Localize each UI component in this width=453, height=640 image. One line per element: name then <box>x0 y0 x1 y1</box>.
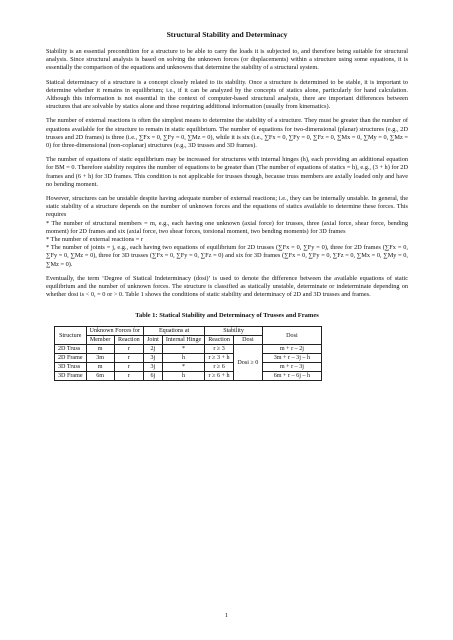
cell-reaction: r <box>114 363 143 372</box>
cell-hinge: * <box>162 345 204 354</box>
cell-dosi: m + r – 3j <box>262 363 321 372</box>
page-number: 1 <box>224 612 229 619</box>
header-dosi: Dosi <box>262 327 321 345</box>
cell-joint: 2j <box>143 345 162 354</box>
cell-joint: 3j <box>143 354 162 363</box>
cell-member: 6m <box>86 372 114 381</box>
cell-hinge: h <box>162 354 204 363</box>
header-unknown-forces: Unknown Forces for <box>86 327 143 336</box>
cell-member: 3m <box>86 354 114 363</box>
cell-joint: 3j <box>143 363 162 372</box>
subheader-internal-hinge: Internal Hinge <box>162 336 204 345</box>
cell-structure: 3D Truss <box>55 363 87 372</box>
paragraph-determinacy: Statical determinacy of a structure is a concept closely related to its stability. Once a structure is determined to be stable, it is important to determine whether it remains in equilibrium; i.e., if it can be analyzed by the concepts of statics alone, particularly for hand calculation. Although this information is not essential in the context of computer-based structural analysis, there are important differences between structures that are solvable by statics alone and those requiring additional information (usually from kinematics). <box>46 78 408 111</box>
cell-structure: 2D Truss <box>55 345 87 354</box>
subheader-joint: Joint <box>143 336 162 345</box>
table-caption: Table 1: Statical Stability and Determinacy of Trusses and Frames <box>135 312 319 320</box>
document-page <box>46 30 408 381</box>
paragraph-dosi: Eventually, the term ‘Degree of Statical Indeterminacy (dosi)’ is used to denote the difference between the available equations of static equilibrium and the number of unknown forces. The structure is classified as statically unstable, determinate or indeterminate depending on whether dosi is < 0, = 0 or > 0. Table 1 shows the conditions of static stability and determinacy of 2D and 3D trusses and frames. <box>46 274 408 299</box>
cell-stability-reaction: r ≥ 3 <box>205 345 234 354</box>
cell-stability-reaction: r ≥ 6 <box>205 363 234 372</box>
cell-reaction: r <box>114 372 143 381</box>
table-row <box>55 363 322 372</box>
paragraph-external-reactions: The number of external reactions is often the simplest means to determine the stability of a structure. They must be greater than the number of equations available for the structure to remain in static equilibrium. The number of equations for two-dimensional (planar) structures (e.g., 2D trusses and 2D frames) is three (i.e., ∑Fx = 0, ∑Fy = 0, ∑Mz = 0), while it is six (i.e., ∑Fx = 0, ∑Fy = 0, ∑Fz = 0, ∑Mx = 0, ∑My = 0, ∑Mz = 0) for three-dimensional (non-coplanar) structures (e.g., 3D trusses and 3D frames). <box>46 117 408 150</box>
table-row <box>55 354 322 363</box>
cell-dosi: 3m + r – 3j – h <box>262 354 321 363</box>
bullet-members: * The number of structural members = m, e.g., each having one unknown (axial force) for trusses, three (axial force, shear force, bending moment) for 2D frames and six (axial force, two shear forces, torsional moment, two bending moments) for 3D frames <box>46 219 408 235</box>
header-equations: Equations at <box>143 327 204 336</box>
cell-stability-dosi: Dosi ≥ 0 <box>233 345 262 381</box>
cell-reaction: r <box>114 345 143 354</box>
header-structure: Structure <box>55 327 87 345</box>
paragraph-internal-hinges: The number of equations of static equilibrium may be increased for structures with internal hinges (h), each providing an additional equation for BM = 0. Therefore stability requires the number of equations to be greater than (The number of equations of statics = h), e.g., (3 + h) for 2D frames and (6 + h) for 3D frames. This condition is not applicable for trusses though, because truss members are axially loaded only and have no bending moment. <box>46 156 408 188</box>
cell-structure: 3D Frame <box>55 372 87 381</box>
subheader-stability-reaction: Reaction <box>205 336 234 345</box>
paragraph-internal-stability: However, structures can be unstable despite having adequate number of external reactions; i.e., they can be internally unstable. In general, the static stability of a structure depends on the number of unknown forces and the equations of statics available to determine these forces. This requires <box>46 195 408 219</box>
subheader-member: Member <box>86 336 114 345</box>
header-stability: Stability <box>205 327 263 336</box>
bullet-reactions: * The number of external reactions = r <box>46 236 143 244</box>
cell-dosi: m + r – 2j <box>262 345 321 354</box>
cell-reaction: r <box>114 354 143 363</box>
cell-hinge: * <box>162 363 204 372</box>
cell-member: m <box>86 345 114 354</box>
cell-member: m <box>86 363 114 372</box>
cell-dosi: 6m + r – 6j – h <box>262 372 321 381</box>
table-header-row <box>55 327 322 336</box>
table-row <box>55 345 322 354</box>
subheader-reaction: Reaction <box>114 336 143 345</box>
table-row <box>55 372 322 381</box>
cell-structure: 2D Frame <box>55 354 87 363</box>
document-title: Structural Stability and Determinacy <box>166 30 288 39</box>
subheader-stability-dosi: Dosi <box>233 336 262 345</box>
bullet-joints: * The number of joints = j, e.g., each having two equations of equilibrium for 2D trusses (∑Fx = 0, ∑Fy = 0), three for 2D frames (∑Fx = 0, ∑Fy = 0, ∑Mz = 0), three for 3D trusses (∑Fx = 0, ∑Fy = 0, ∑Fz = 0) and six for 3D frames (∑Fx = 0, ∑Fy = 0, ∑Fz = 0, ∑Mx = 0, ∑My = 0, ∑Mz = 0). <box>46 244 408 268</box>
paragraph-stability: Stability is an essential precondition for a structure to be able to carry the loads it is subjected to, and therefore being suitable for structural analysis. Since structural analysis is based on solving the unknown forces (or displacements) within a structure using some equations, it is essentially the comparison of the equations and unknowns that determine the stability of a structural system. <box>46 48 408 72</box>
cell-stability-reaction: r ≥ 6 + h <box>205 372 234 381</box>
cell-joint: 6j <box>143 372 162 381</box>
stability-table <box>54 326 322 381</box>
cell-hinge: h <box>162 372 204 381</box>
cell-stability-reaction: r ≥ 3 + h <box>205 354 234 363</box>
